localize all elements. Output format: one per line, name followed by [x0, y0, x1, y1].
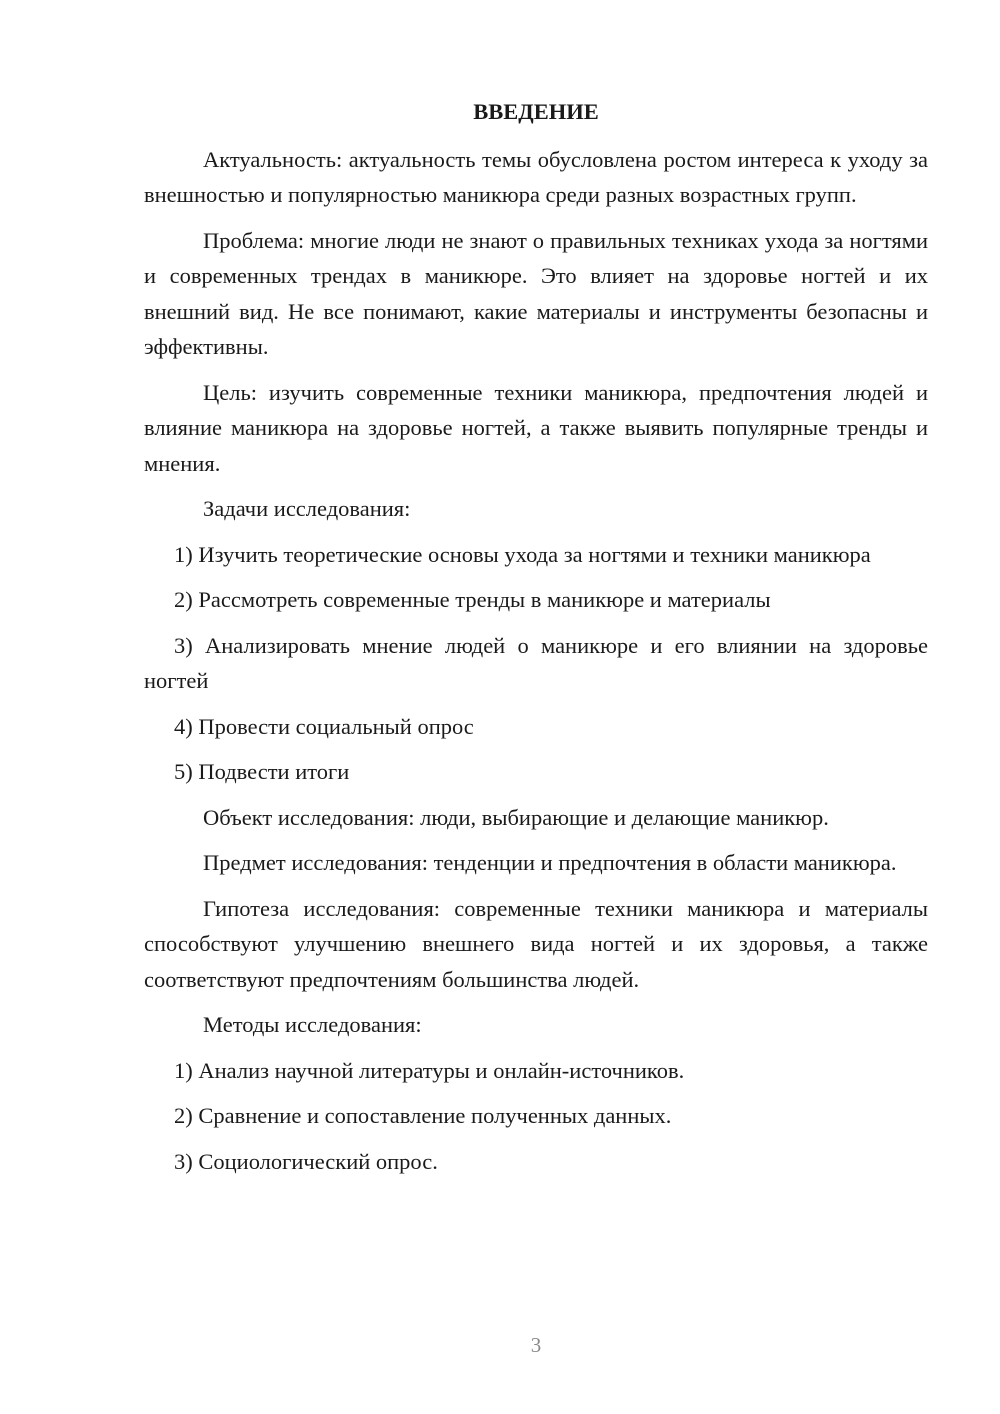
research-subject-paragraph: Предмет исследования: тенденции и предпочтения в области маникюра.	[203, 850, 897, 875]
method-item: 2) Сравнение и сопоставление полученных данных.	[174, 1103, 672, 1128]
method-item: 3) Социологический опрос.	[174, 1148, 438, 1174]
goal-paragraph: Цель: изучить современные техники маникюра, предпочтения людей и влияние маникюра на здоровье ногтей, а также выявить популярные тренды и мнения.	[144, 379, 928, 476]
document-body	[144, 94, 928, 1189]
task-item: 5) Подвести итоги	[174, 759, 350, 784]
hypothesis-paragraph: Гипотеза исследования: современные техники маникюра и материалы способствуют улучшению внешнего вида ногтей и их здоровья, а также соответствуют предпочтениям большинства людей.	[144, 895, 928, 992]
tasks-heading: Задачи исследования:	[203, 496, 411, 521]
task-item: 4) Провести социальный опрос	[174, 713, 474, 739]
task-item: 1) Изучить теоретические основы ухода за ногтями и техники маникюра	[174, 541, 871, 567]
task-item: 3) Анализировать мнение людей о маникюре и его влиянии на здоровье ногтей	[144, 632, 928, 693]
page-number: 3	[530, 1333, 542, 1357]
method-item: 1) Анализ научной литературы и онлайн-источников.	[174, 1057, 685, 1083]
relevance-paragraph: Актуальность: актуальность темы обусловлена ростом интереса к уходу за внешностью и популярностью маникюра среди разных возрастных групп.	[144, 146, 928, 207]
research-object-paragraph: Объект исследования: люди, выбирающие и делающие маникюр.	[203, 804, 829, 830]
section-title: ВВЕДЕНИЕ	[473, 99, 599, 124]
task-item: 2) Рассмотреть современные тренды в маникюре и материалы	[174, 587, 771, 612]
methods-heading: Методы исследования:	[203, 1012, 422, 1037]
problem-paragraph: Проблема: многие люди не знают о правильных техниках ухода за ногтями и современных трендах в маникюре. Это влияет на здоровье ногтей и их внешний вид. Не все понимают, какие материалы и инструменты безопасны и эффективны.	[144, 227, 928, 359]
